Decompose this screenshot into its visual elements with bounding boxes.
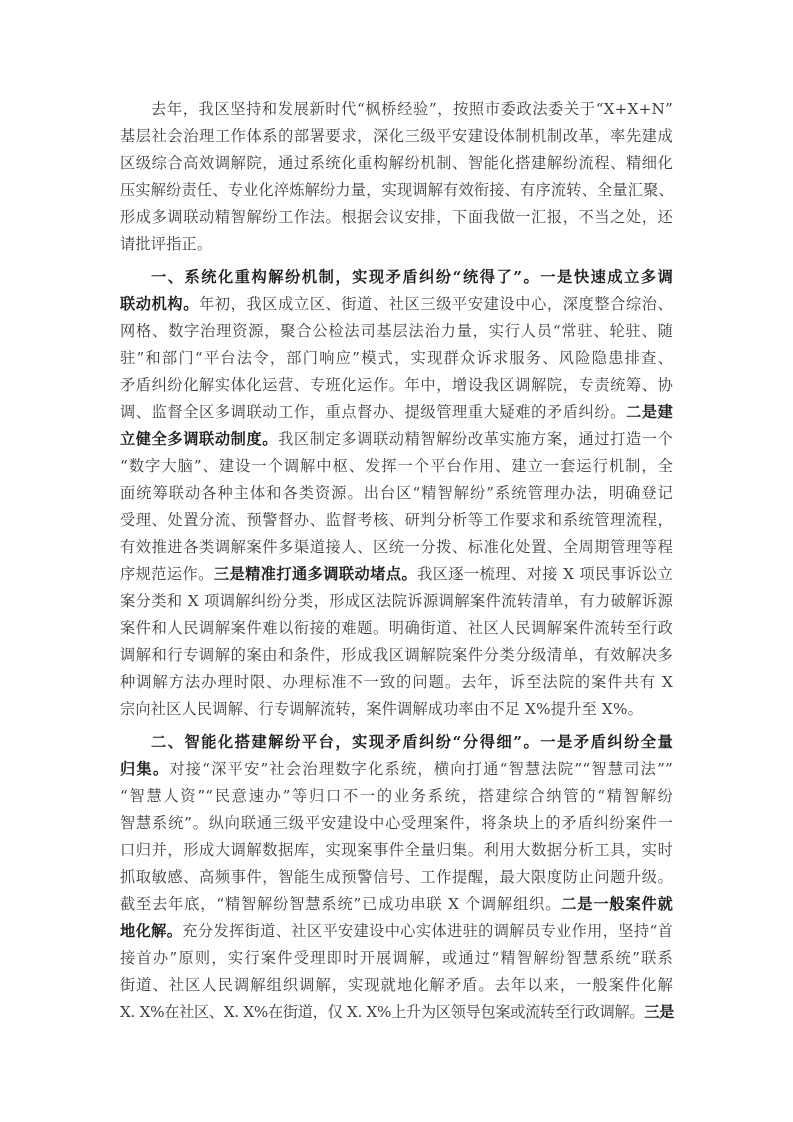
text-line (120, 999, 673, 1026)
body-text: 受理、处置分流、预警督办、监督考核、研判分析等工作要求和系统管理流程， (120, 511, 673, 529)
text-line (120, 756, 673, 783)
body-text: 压实解纷责任、专业化淬炼解纷力量，实现调解有效衔接、有序流转、全量汇聚、 (120, 181, 674, 199)
bold-heading-text: 二、智能化搭建解纷平台，实现矛盾纠纷“分得细”。一是矛盾纠纷全量 (151, 733, 673, 751)
text-line (120, 507, 673, 534)
body-text: 街道、社区人民调解组织调解，实现就地化解矛盾。去年以来，一般案件化解 (120, 976, 673, 994)
body-text: 宗向社区人民调解、行专调解流转，案件调解成功率由不足 X%提升至 X%。 (120, 700, 643, 718)
bold-heading-text: 二是一般案件就 (561, 895, 673, 913)
body-text: 去年，我区坚持和发展新时代“枫桥经验”，按照市委政法委关于“X+X+N” (151, 100, 673, 118)
body-text: 调、监督全区多调联动工作，重点督办、提级管理重大疑难的矛盾纠纷。 (120, 403, 626, 421)
bold-heading-text: 立健全多调联动制度。 (120, 430, 279, 448)
bold-heading-text: 地化解。 (120, 922, 183, 940)
text-line (120, 642, 673, 669)
body-text: 对接“深平安”社会治理数字化系统，横向打通“智慧法院”“智慧司法”” (169, 760, 673, 778)
text-line (120, 891, 673, 918)
body-text: “数字大脑”、建设一个调解中枢、发挥一个平台作用、建立一套运行机制，全 (120, 457, 673, 475)
text-line (120, 231, 673, 258)
bold-heading-text: 归集。 (120, 760, 170, 778)
body-text: 网格、数字治理资源，聚合公检法司基层法治力量，实行人员“常驻、轮驻、随 (120, 322, 673, 340)
text-line (120, 123, 673, 150)
bold-heading-text: 二是建 (625, 403, 673, 421)
body-text: 形成多调联动精智解纷工作法。根据会议安排，下面我做一汇报，不当之处，还 (120, 208, 673, 226)
paragraph-intro (120, 96, 673, 258)
body-text: X. X%在社区、X. X%在街道，仅 X. X%上升为区领导包案或流转至行政调解。 (120, 1003, 645, 1021)
body-text: 接首办”原则，实行案件受理即时开展调解，或通过“精智解纷智慧系统”联系 (120, 949, 673, 967)
body-text: 种调解方法办理时限、办理标准不一致的问题。去年，诉至法院的案件共有 X (120, 673, 673, 691)
text-line (120, 615, 673, 642)
body-text: 我区逐一梳理、对接 X 项民事诉讼立 (417, 565, 673, 583)
text-line (120, 480, 673, 507)
text-line (120, 150, 673, 177)
text-line (120, 783, 673, 810)
body-text: 智慧系统”。纵向联通三级平安建设中心受理案件，将条块上的矛盾纠纷案件一 (120, 814, 673, 832)
body-text: 区级综合高效调解院，通过系统化重构解纷机制、智能化搭建解纷流程、精细化 (120, 154, 673, 172)
text-line (120, 291, 673, 318)
text-line (120, 264, 673, 291)
body-text: 口归并，形成大调解数据库，实现案事件全量归集。利用大数据分析工具，实时 (120, 841, 673, 859)
text-line (120, 204, 673, 231)
text-line (120, 972, 673, 999)
text-line (120, 945, 673, 972)
body-text: 截至去年底，“精智解纷智慧系统”已成功串联 X 个调解组织。 (120, 895, 562, 913)
body-text: 年初，我区成立区、街道、社区三级平安建设中心，深度整合综治、 (199, 295, 674, 313)
body-text: 案件和人民调解案件难以衔接的难题。明确街道、社区人民调解案件流转至行政 (120, 619, 673, 637)
bold-heading-text: 三是 (644, 1003, 675, 1021)
text-line (120, 426, 673, 453)
bold-heading-text: 联动机构。 (120, 295, 200, 313)
body-text: 充分发挥街道、社区平安建设中心实体进驻的调解员专业作用，坚持“首 (182, 922, 673, 940)
body-text: “智慧人资”“民意速办”等归口不一的业务系统，搭建综合纳管的“精智解纷 (120, 787, 673, 805)
text-line (120, 534, 673, 561)
body-text: 案分类和 X 项调解纠纷分类，形成区法院诉源调解案件流转清单，有力破解诉源 (120, 592, 673, 610)
bold-heading-text: 三是精准打通多调联动堵点。 (213, 565, 418, 583)
text-line (120, 864, 673, 891)
text-line (120, 918, 673, 945)
text-line (120, 669, 673, 696)
body-text: 驻”和部门“平台法令，部门响应”模式，实现群众诉求服务、风险隐患排查、 (120, 349, 673, 367)
text-line (120, 453, 673, 480)
text-line (120, 372, 673, 399)
text-line (120, 399, 673, 426)
text-line (120, 561, 673, 588)
body-text: 面统筹联动各种主体和各类资源。出台区“精智解纷”系统管理办法，明确登记 (120, 484, 673, 502)
text-line (120, 588, 673, 615)
text-line (120, 177, 673, 204)
text-line (120, 696, 673, 723)
text-line (120, 837, 673, 864)
text-line (120, 810, 673, 837)
body-text: 矛盾纠纷化解实体化运营、专班化运作。年中，增设我区调解院，专责统筹、协 (120, 376, 673, 394)
body-text: 基层社会治理工作体系的部署要求，深化三级平安建设体制机制改革，率先建成 (120, 127, 673, 145)
body-text: 抓取敏感、高频事件，智能生成预警信号、工作提醒，最大限度防止问题升级。 (120, 868, 673, 886)
body-text: 请批评指正。 (120, 235, 213, 253)
text-line (120, 345, 673, 372)
body-text: 调解和行专调解的案由和条件，形成我区调解院案件分类分级清单，有效解决多 (120, 646, 673, 664)
paragraph-section-1 (120, 264, 673, 723)
document-page (120, 96, 673, 1032)
bold-heading-text: 一、系统化重构解纷机制，实现矛盾纠纷“统得了”。一是快速成立多调 (151, 268, 673, 286)
text-line (120, 729, 673, 756)
body-text: 序规范运作。 (120, 565, 214, 583)
body-text: 我区制定多调联动精智解纷改革实施方案，通过打造一个 (278, 430, 674, 448)
text-line (120, 318, 673, 345)
paragraph-section-2 (120, 729, 673, 1026)
text-line (120, 96, 673, 123)
body-text: 有效推进各类调解案件多渠道接人、区统一分拨、标准化处置、全周期管理等程 (120, 538, 673, 556)
